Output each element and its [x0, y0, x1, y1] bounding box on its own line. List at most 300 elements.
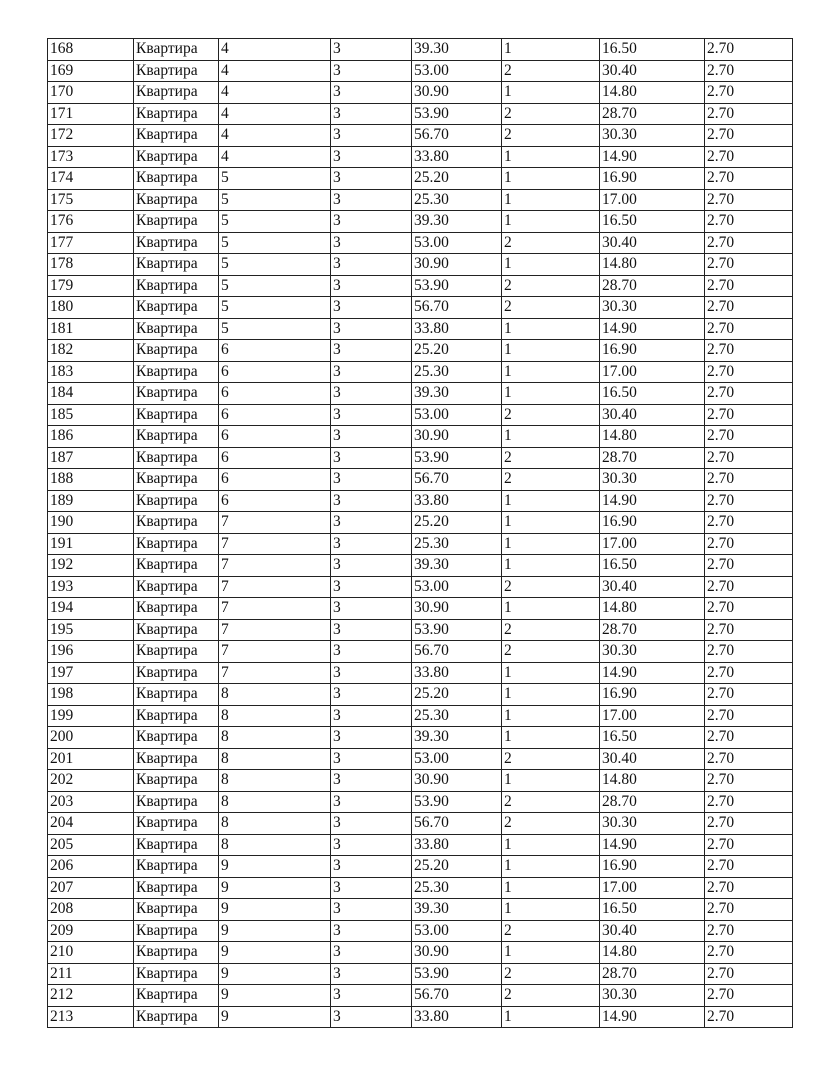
cell-total-area: 53.90 — [412, 791, 502, 813]
cell-living-area: 30.40 — [600, 232, 705, 254]
cell-total-area: 39.30 — [412, 555, 502, 577]
cell-premise-type: Квартира — [134, 146, 219, 168]
cell-section: 3 — [331, 619, 412, 641]
cell-section: 3 — [331, 361, 412, 383]
cell-living-area: 30.40 — [600, 404, 705, 426]
cell-rooms: 1 — [502, 340, 600, 362]
table-row — [48, 813, 793, 835]
cell-living-area: 16.50 — [600, 211, 705, 233]
cell-total-area: 53.00 — [412, 60, 502, 82]
cell-premise-type: Квартира — [134, 211, 219, 233]
cell-floor: 8 — [219, 813, 331, 835]
cell-rooms: 2 — [502, 297, 600, 319]
table-row — [48, 705, 793, 727]
cell-living-area: 14.90 — [600, 1006, 705, 1028]
cell-premise-type: Квартира — [134, 813, 219, 835]
cell-ceiling-height: 2.70 — [705, 662, 793, 684]
cell-living-area: 16.50 — [600, 383, 705, 405]
cell-rooms: 1 — [502, 727, 600, 749]
cell-section: 3 — [331, 963, 412, 985]
cell-floor: 8 — [219, 770, 331, 792]
cell-premise-type: Квартира — [134, 39, 219, 61]
cell-premise-type: Квартира — [134, 275, 219, 297]
table-row — [48, 662, 793, 684]
cell-floor: 4 — [219, 146, 331, 168]
table-row — [48, 297, 793, 319]
cell-total-area: 30.90 — [412, 426, 502, 448]
cell-premise-type: Квартира — [134, 727, 219, 749]
table-row — [48, 490, 793, 512]
table-row — [48, 82, 793, 104]
table-row — [48, 727, 793, 749]
cell-ceiling-height: 2.70 — [705, 60, 793, 82]
cell-premise-type: Квартира — [134, 383, 219, 405]
cell-section: 3 — [331, 791, 412, 813]
cell-floor: 7 — [219, 641, 331, 663]
cell-living-area: 14.90 — [600, 318, 705, 340]
cell-ceiling-height: 2.70 — [705, 770, 793, 792]
cell-apartment-number: 176 — [48, 211, 134, 233]
cell-rooms: 2 — [502, 576, 600, 598]
cell-apartment-number: 200 — [48, 727, 134, 749]
cell-ceiling-height: 2.70 — [705, 318, 793, 340]
cell-premise-type: Квартира — [134, 748, 219, 770]
cell-apartment-number: 210 — [48, 942, 134, 964]
cell-ceiling-height: 2.70 — [705, 211, 793, 233]
table-row — [48, 856, 793, 878]
cell-premise-type: Квартира — [134, 447, 219, 469]
cell-apartment-number: 198 — [48, 684, 134, 706]
cell-floor: 6 — [219, 447, 331, 469]
cell-ceiling-height: 2.70 — [705, 684, 793, 706]
cell-apartment-number: 183 — [48, 361, 134, 383]
cell-apartment-number: 187 — [48, 447, 134, 469]
cell-apartment-number: 209 — [48, 920, 134, 942]
cell-section: 3 — [331, 426, 412, 448]
cell-section: 3 — [331, 533, 412, 555]
cell-rooms: 2 — [502, 125, 600, 147]
cell-ceiling-height: 2.70 — [705, 189, 793, 211]
table-row — [48, 469, 793, 491]
cell-section: 3 — [331, 189, 412, 211]
cell-apartment-number: 171 — [48, 103, 134, 125]
cell-living-area: 17.00 — [600, 361, 705, 383]
cell-living-area: 30.30 — [600, 297, 705, 319]
cell-rooms: 2 — [502, 791, 600, 813]
cell-total-area: 30.90 — [412, 770, 502, 792]
cell-total-area: 33.80 — [412, 146, 502, 168]
cell-premise-type: Квартира — [134, 834, 219, 856]
cell-rooms: 2 — [502, 469, 600, 491]
cell-total-area: 33.80 — [412, 662, 502, 684]
cell-rooms: 2 — [502, 275, 600, 297]
cell-section: 3 — [331, 254, 412, 276]
cell-floor: 7 — [219, 576, 331, 598]
cell-rooms: 1 — [502, 383, 600, 405]
cell-premise-type: Квартира — [134, 82, 219, 104]
cell-apartment-number: 193 — [48, 576, 134, 598]
cell-rooms: 1 — [502, 146, 600, 168]
cell-rooms: 2 — [502, 985, 600, 1007]
cell-premise-type: Квартира — [134, 533, 219, 555]
cell-section: 3 — [331, 877, 412, 899]
cell-section: 3 — [331, 103, 412, 125]
table-row — [48, 576, 793, 598]
cell-section: 3 — [331, 447, 412, 469]
cell-premise-type: Квартира — [134, 985, 219, 1007]
cell-total-area: 25.20 — [412, 340, 502, 362]
cell-apartment-number: 168 — [48, 39, 134, 61]
cell-living-area: 14.90 — [600, 146, 705, 168]
cell-ceiling-height: 2.70 — [705, 877, 793, 899]
cell-total-area: 33.80 — [412, 318, 502, 340]
cell-apartment-number: 201 — [48, 748, 134, 770]
cell-floor: 9 — [219, 899, 331, 921]
cell-floor: 8 — [219, 727, 331, 749]
cell-living-area: 14.90 — [600, 834, 705, 856]
cell-ceiling-height: 2.70 — [705, 727, 793, 749]
cell-apartment-number: 178 — [48, 254, 134, 276]
cell-rooms: 2 — [502, 60, 600, 82]
cell-floor: 9 — [219, 963, 331, 985]
cell-apartment-number: 173 — [48, 146, 134, 168]
cell-total-area: 25.20 — [412, 684, 502, 706]
cell-rooms: 1 — [502, 877, 600, 899]
table-row — [48, 641, 793, 663]
cell-rooms: 1 — [502, 189, 600, 211]
cell-floor: 9 — [219, 856, 331, 878]
cell-living-area: 17.00 — [600, 877, 705, 899]
cell-rooms: 1 — [502, 82, 600, 104]
cell-ceiling-height: 2.70 — [705, 426, 793, 448]
cell-living-area: 28.70 — [600, 791, 705, 813]
table-row — [48, 748, 793, 770]
cell-ceiling-height: 2.70 — [705, 361, 793, 383]
cell-total-area: 56.70 — [412, 813, 502, 835]
cell-section: 3 — [331, 1006, 412, 1028]
cell-total-area: 39.30 — [412, 383, 502, 405]
cell-floor: 5 — [219, 275, 331, 297]
table-row — [48, 533, 793, 555]
cell-premise-type: Квартира — [134, 877, 219, 899]
cell-ceiling-height: 2.70 — [705, 340, 793, 362]
cell-living-area: 14.80 — [600, 598, 705, 620]
table-row — [48, 791, 793, 813]
cell-living-area: 16.50 — [600, 899, 705, 921]
cell-rooms: 1 — [502, 770, 600, 792]
cell-premise-type: Квартира — [134, 404, 219, 426]
table-row — [48, 834, 793, 856]
cell-floor: 5 — [219, 232, 331, 254]
cell-living-area: 30.40 — [600, 748, 705, 770]
cell-ceiling-height: 2.70 — [705, 146, 793, 168]
table-row — [48, 619, 793, 641]
cell-ceiling-height: 2.70 — [705, 985, 793, 1007]
cell-living-area: 16.90 — [600, 340, 705, 362]
cell-section: 3 — [331, 985, 412, 1007]
cell-floor: 6 — [219, 490, 331, 512]
cell-ceiling-height: 2.70 — [705, 232, 793, 254]
cell-premise-type: Квартира — [134, 340, 219, 362]
cell-living-area: 16.50 — [600, 555, 705, 577]
cell-total-area: 30.90 — [412, 254, 502, 276]
cell-rooms: 2 — [502, 404, 600, 426]
cell-rooms: 1 — [502, 555, 600, 577]
cell-ceiling-height: 2.70 — [705, 168, 793, 190]
table-row — [48, 877, 793, 899]
cell-floor: 6 — [219, 383, 331, 405]
cell-ceiling-height: 2.70 — [705, 813, 793, 835]
cell-rooms: 2 — [502, 232, 600, 254]
cell-ceiling-height: 2.70 — [705, 533, 793, 555]
cell-section: 3 — [331, 39, 412, 61]
cell-ceiling-height: 2.70 — [705, 555, 793, 577]
table-row — [48, 232, 793, 254]
cell-section: 3 — [331, 641, 412, 663]
cell-floor: 6 — [219, 340, 331, 362]
cell-total-area: 25.30 — [412, 533, 502, 555]
cell-apartment-number: 206 — [48, 856, 134, 878]
cell-floor: 9 — [219, 1006, 331, 1028]
cell-premise-type: Квартира — [134, 684, 219, 706]
cell-ceiling-height: 2.70 — [705, 404, 793, 426]
cell-floor: 7 — [219, 555, 331, 577]
cell-apartment-number: 208 — [48, 899, 134, 921]
cell-total-area: 39.30 — [412, 211, 502, 233]
table-row — [48, 684, 793, 706]
cell-total-area: 53.90 — [412, 619, 502, 641]
cell-premise-type: Квартира — [134, 490, 219, 512]
cell-section: 3 — [331, 555, 412, 577]
cell-total-area: 33.80 — [412, 1006, 502, 1028]
cell-total-area: 39.30 — [412, 727, 502, 749]
cell-premise-type: Квартира — [134, 189, 219, 211]
cell-living-area: 14.80 — [600, 770, 705, 792]
cell-total-area: 25.30 — [412, 361, 502, 383]
cell-total-area: 25.30 — [412, 705, 502, 727]
cell-rooms: 1 — [502, 856, 600, 878]
cell-ceiling-height: 2.70 — [705, 705, 793, 727]
cell-living-area: 30.40 — [600, 60, 705, 82]
cell-floor: 5 — [219, 254, 331, 276]
table-row — [48, 383, 793, 405]
cell-section: 3 — [331, 598, 412, 620]
cell-floor: 9 — [219, 985, 331, 1007]
cell-floor: 5 — [219, 297, 331, 319]
cell-floor: 4 — [219, 125, 331, 147]
cell-premise-type: Квартира — [134, 920, 219, 942]
cell-apartment-number: 197 — [48, 662, 134, 684]
cell-living-area: 16.90 — [600, 684, 705, 706]
cell-ceiling-height: 2.70 — [705, 103, 793, 125]
cell-rooms: 1 — [502, 942, 600, 964]
cell-living-area: 28.70 — [600, 447, 705, 469]
cell-ceiling-height: 2.70 — [705, 275, 793, 297]
cell-total-area: 53.90 — [412, 447, 502, 469]
cell-section: 3 — [331, 512, 412, 534]
cell-living-area: 30.40 — [600, 920, 705, 942]
cell-premise-type: Квартира — [134, 318, 219, 340]
table-row — [48, 426, 793, 448]
cell-living-area: 28.70 — [600, 103, 705, 125]
cell-section: 3 — [331, 705, 412, 727]
cell-total-area: 25.30 — [412, 877, 502, 899]
cell-ceiling-height: 2.70 — [705, 490, 793, 512]
table-row — [48, 103, 793, 125]
cell-section: 3 — [331, 82, 412, 104]
cell-apartment-number: 205 — [48, 834, 134, 856]
cell-floor: 7 — [219, 619, 331, 641]
cell-rooms: 2 — [502, 963, 600, 985]
cell-premise-type: Квартира — [134, 361, 219, 383]
cell-apartment-number: 213 — [48, 1006, 134, 1028]
cell-floor: 5 — [219, 189, 331, 211]
cell-section: 3 — [331, 125, 412, 147]
cell-total-area: 25.20 — [412, 168, 502, 190]
table-row — [48, 404, 793, 426]
cell-premise-type: Квартира — [134, 856, 219, 878]
cell-section: 3 — [331, 211, 412, 233]
cell-premise-type: Квартира — [134, 770, 219, 792]
cell-premise-type: Квартира — [134, 963, 219, 985]
table-body — [48, 39, 793, 1028]
cell-ceiling-height: 2.70 — [705, 942, 793, 964]
cell-total-area: 53.00 — [412, 748, 502, 770]
cell-apartment-number: 189 — [48, 490, 134, 512]
cell-floor: 9 — [219, 942, 331, 964]
table-row — [48, 254, 793, 276]
cell-section: 3 — [331, 856, 412, 878]
cell-apartment-number: 180 — [48, 297, 134, 319]
cell-floor: 6 — [219, 404, 331, 426]
cell-premise-type: Квартира — [134, 619, 219, 641]
cell-ceiling-height: 2.70 — [705, 1006, 793, 1028]
cell-rooms: 2 — [502, 813, 600, 835]
cell-floor: 6 — [219, 469, 331, 491]
cell-section: 3 — [331, 383, 412, 405]
cell-total-area: 25.20 — [412, 512, 502, 534]
cell-ceiling-height: 2.70 — [705, 920, 793, 942]
table-row — [48, 39, 793, 61]
cell-living-area: 28.70 — [600, 275, 705, 297]
table-row — [48, 512, 793, 534]
table-row — [48, 318, 793, 340]
cell-floor: 5 — [219, 318, 331, 340]
cell-ceiling-height: 2.70 — [705, 748, 793, 770]
cell-total-area: 53.00 — [412, 404, 502, 426]
table-row — [48, 211, 793, 233]
cell-premise-type: Квартира — [134, 125, 219, 147]
cell-floor: 7 — [219, 533, 331, 555]
cell-apartment-number: 195 — [48, 619, 134, 641]
cell-ceiling-height: 2.70 — [705, 447, 793, 469]
cell-floor: 9 — [219, 877, 331, 899]
cell-ceiling-height: 2.70 — [705, 619, 793, 641]
cell-ceiling-height: 2.70 — [705, 963, 793, 985]
cell-total-area: 56.70 — [412, 641, 502, 663]
cell-premise-type: Квартира — [134, 576, 219, 598]
cell-total-area: 53.90 — [412, 963, 502, 985]
cell-premise-type: Квартира — [134, 426, 219, 448]
cell-floor: 9 — [219, 920, 331, 942]
table-row — [48, 555, 793, 577]
cell-living-area: 17.00 — [600, 189, 705, 211]
cell-ceiling-height: 2.70 — [705, 297, 793, 319]
cell-rooms: 2 — [502, 447, 600, 469]
cell-apartment-number: 191 — [48, 533, 134, 555]
cell-floor: 4 — [219, 82, 331, 104]
cell-section: 3 — [331, 813, 412, 835]
cell-apartment-number: 185 — [48, 404, 134, 426]
cell-living-area: 14.80 — [600, 942, 705, 964]
cell-premise-type: Квартира — [134, 899, 219, 921]
cell-living-area: 30.30 — [600, 985, 705, 1007]
cell-apartment-number: 172 — [48, 125, 134, 147]
cell-floor: 4 — [219, 60, 331, 82]
cell-living-area: 14.80 — [600, 254, 705, 276]
cell-floor: 4 — [219, 103, 331, 125]
cell-rooms: 1 — [502, 705, 600, 727]
cell-apartment-number: 196 — [48, 641, 134, 663]
table-row — [48, 985, 793, 1007]
cell-rooms: 1 — [502, 899, 600, 921]
cell-total-area: 53.00 — [412, 920, 502, 942]
table-row — [48, 447, 793, 469]
cell-floor: 6 — [219, 361, 331, 383]
cell-total-area: 56.70 — [412, 985, 502, 1007]
cell-living-area: 14.80 — [600, 426, 705, 448]
cell-apartment-number: 203 — [48, 791, 134, 813]
cell-premise-type: Квартира — [134, 1006, 219, 1028]
cell-premise-type: Квартира — [134, 60, 219, 82]
cell-floor: 5 — [219, 168, 331, 190]
table-row — [48, 1006, 793, 1028]
cell-living-area: 17.00 — [600, 705, 705, 727]
table-row — [48, 146, 793, 168]
cell-premise-type: Квартира — [134, 512, 219, 534]
cell-premise-type: Квартира — [134, 297, 219, 319]
cell-rooms: 1 — [502, 684, 600, 706]
cell-living-area: 14.90 — [600, 490, 705, 512]
table-row — [48, 942, 793, 964]
table-row — [48, 920, 793, 942]
table-row — [48, 770, 793, 792]
cell-rooms: 1 — [502, 254, 600, 276]
cell-rooms: 1 — [502, 662, 600, 684]
cell-floor: 5 — [219, 211, 331, 233]
cell-section: 3 — [331, 920, 412, 942]
cell-ceiling-height: 2.70 — [705, 899, 793, 921]
cell-apartment-number: 190 — [48, 512, 134, 534]
cell-living-area: 17.00 — [600, 533, 705, 555]
cell-floor: 8 — [219, 684, 331, 706]
cell-total-area: 33.80 — [412, 834, 502, 856]
cell-ceiling-height: 2.70 — [705, 383, 793, 405]
cell-section: 3 — [331, 297, 412, 319]
cell-premise-type: Квартира — [134, 641, 219, 663]
cell-rooms: 1 — [502, 533, 600, 555]
table-row — [48, 899, 793, 921]
cell-apartment-number: 202 — [48, 770, 134, 792]
cell-section: 3 — [331, 275, 412, 297]
cell-section: 3 — [331, 834, 412, 856]
cell-total-area: 53.90 — [412, 275, 502, 297]
cell-apartment-number: 179 — [48, 275, 134, 297]
cell-section: 3 — [331, 404, 412, 426]
cell-total-area: 30.90 — [412, 942, 502, 964]
cell-floor: 4 — [219, 39, 331, 61]
cell-rooms: 1 — [502, 490, 600, 512]
